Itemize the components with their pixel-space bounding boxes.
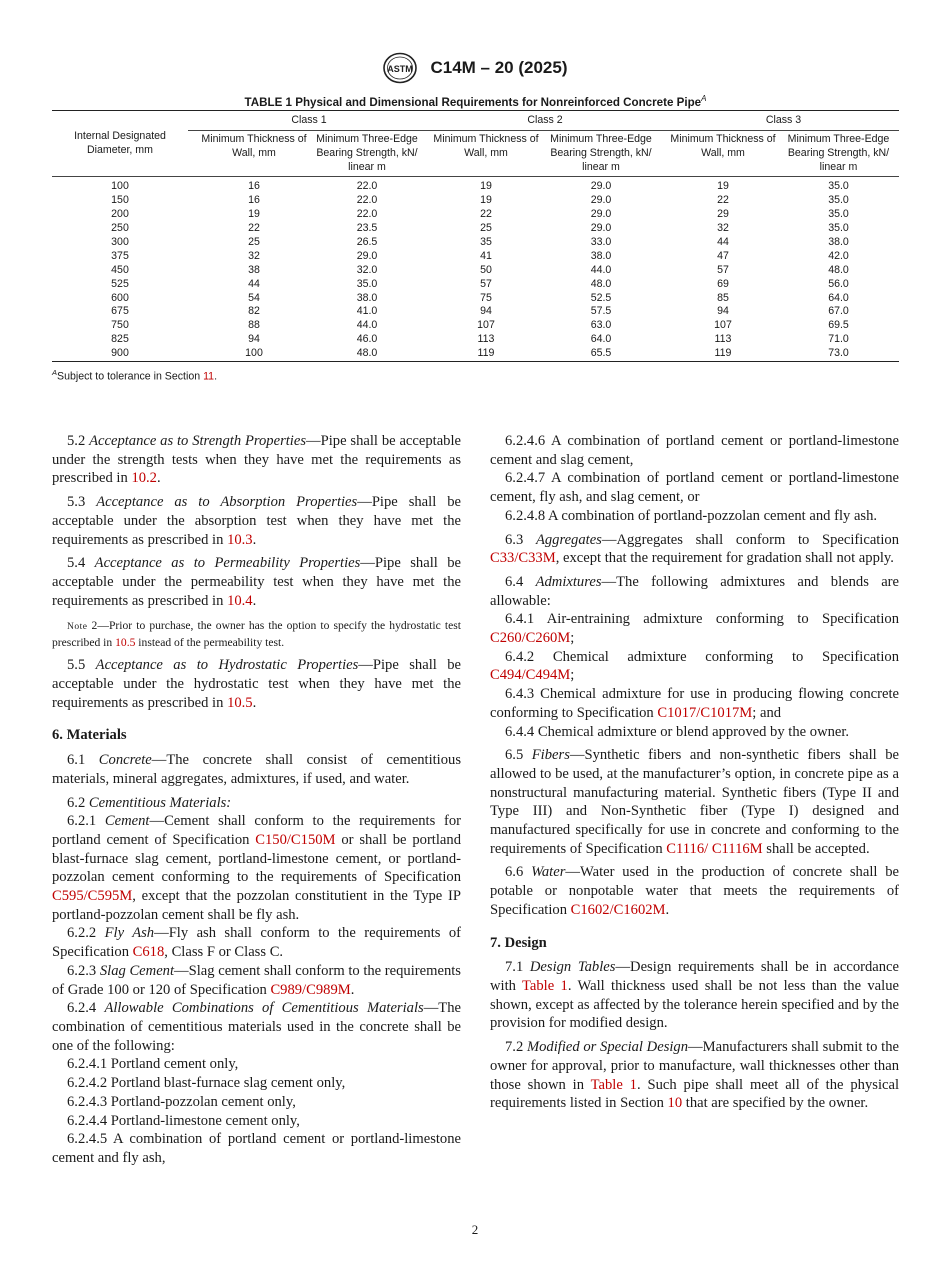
- table-row: [52, 236, 899, 250]
- table-cell: 35.0: [828, 180, 849, 193]
- table-row: [52, 264, 899, 278]
- col-thickness-header: Minimum Thickness of Wall, mm: [188, 131, 312, 177]
- table-cell: 32.0: [356, 263, 378, 276]
- diameter-cell: 200: [111, 208, 129, 221]
- ref-c618-link[interactable]: C618: [132, 944, 165, 961]
- class-3-header: Class 3: [660, 111, 899, 131]
- table-cell: 56.0: [828, 277, 849, 290]
- table-cell: 16: [248, 180, 260, 193]
- para-6-4-2: 6.4.2 Chemical admixture conforming to Specification C494/C494M;: [490, 648, 899, 684]
- col-strength-header: Minimum Three-Edge Bearing Strength, kN/ linear m: [778, 131, 899, 177]
- table-cell: 38.0: [356, 291, 378, 304]
- table-cell: 29.0: [590, 222, 612, 235]
- table-row: [52, 222, 899, 236]
- list-item: 6.2.4.1 Portland cement only,: [67, 1056, 239, 1073]
- table-cell: 35: [480, 236, 492, 248]
- section-11-link[interactable]: 11: [203, 370, 215, 383]
- table-cell: 94: [480, 305, 492, 318]
- table-cell: 26.5: [356, 236, 378, 248]
- table-cell: 44: [717, 236, 729, 248]
- diameter-cell: 150: [111, 194, 129, 207]
- table-cell: 25: [480, 222, 492, 235]
- para-6-2-3: 6.2.3 Slag Cement—Slag cement shall conform to the requirements of Grade 100 or 120 of Specification C989/C989M.: [52, 962, 461, 998]
- diameter-cell: 600: [111, 291, 129, 304]
- col-thickness-header: Minimum Thickness of Wall, mm: [660, 131, 778, 177]
- ref-c595-link[interactable]: C595/C595M: [52, 888, 133, 905]
- para-6-4-1: 6.4.1 Air-entraining admixture conforming to Specification C260/C260M;: [490, 611, 899, 647]
- table-cell: 52.5: [590, 291, 612, 304]
- table-cell: 69.5: [828, 319, 849, 332]
- astm-logo-icon: [382, 52, 418, 84]
- table-cell: 65.5: [542, 347, 660, 361]
- table-cell: 100: [188, 347, 312, 361]
- ref-10-5-link[interactable]: 10.5: [115, 636, 136, 650]
- section-6-heading: 6. Materials: [52, 727, 127, 744]
- para-6-4: 6.4 Admixtures—The following admixtures and blends are allowable:: [490, 573, 900, 609]
- table-row: [52, 333, 899, 347]
- table-cell: 41: [480, 249, 492, 262]
- table-cell: 57: [717, 263, 729, 276]
- para-6-2-2: 6.2.2 Fly Ash—Fly ash shall conform to the requirements of Specification C618, Class F or Class C.: [52, 925, 461, 961]
- ref-c1017-link[interactable]: C1017/C1017M: [657, 704, 753, 721]
- table-cell: 16: [248, 194, 260, 207]
- ref-c494-link[interactable]: C494/C494M: [490, 667, 571, 684]
- table-row: [52, 208, 899, 222]
- ref-c1116-link[interactable]: C1116/ C1116M: [666, 840, 763, 857]
- table-cell: 54: [248, 291, 260, 304]
- table-cell: 119: [422, 347, 542, 361]
- table-cell: 73.0: [778, 347, 899, 361]
- para-6-3: 6.3 Aggregates—Aggregates shall conform to Specification C33/C33M, except that the requirement for gradation shall not apply.: [490, 531, 900, 567]
- table-cell: 19: [717, 180, 729, 193]
- table-cell: 23.5: [356, 222, 378, 235]
- para-7-2: 7.2 Modified or Special Design—Manufacturers shall submit to the owner for approval, prior to manufacture, wall thicknesses other than those shown in Table 1. Such pipe shall meet all of the physical requirements listed in Section 10 that are specified by the owner.: [490, 1039, 900, 1112]
- table-cell: 71.0: [828, 333, 849, 346]
- table-cell: 82: [248, 305, 260, 318]
- diameter-header: Internal Designated Diameter, mm: [52, 111, 188, 177]
- table-cell: 22.0: [356, 180, 378, 193]
- table-cell: 69: [717, 277, 729, 290]
- table-cell: 48.0: [828, 263, 849, 276]
- diameter-cell: 750: [111, 319, 129, 332]
- diameter-cell: 300: [111, 236, 129, 248]
- list-item: 6.2.4.6 A combination of portland cement or portland-limestone cement and slag cement,: [490, 433, 899, 468]
- table-cell: 48.0: [590, 277, 612, 290]
- table-cell: 33.0: [590, 236, 612, 248]
- page-header: [0, 52, 950, 84]
- para-6-2: 6.2 Cementitious Materials:: [67, 794, 232, 811]
- list-item: 6.2.4.4 Portland-limestone cement only,: [67, 1112, 300, 1129]
- table-cell: 75: [480, 291, 492, 304]
- table-cell: 29.0: [590, 194, 612, 207]
- table-row: [52, 319, 899, 333]
- table-cell: 29: [717, 208, 729, 221]
- table-cell: 35.0: [828, 222, 849, 235]
- ref-c150-link[interactable]: C150/C150M: [255, 831, 336, 848]
- para-5-2: 5.2 Acceptance as to Strength Properties—Pipe shall be acceptable under the strength tests when they have met the requirements as prescribed in 10.2.: [52, 433, 462, 487]
- para-6-2-4: 6.2.4 Allowable Combinations of Cementitious Materials—The combination of cementitious materials used in the concrete shall be one of the following:: [52, 1000, 461, 1054]
- table-cell: 44.0: [356, 319, 378, 332]
- table-cell: 35.0: [828, 208, 849, 221]
- table-row: [52, 292, 899, 306]
- table-cell: 113: [714, 333, 732, 346]
- standard-designation: C14M – 20 (2025): [430, 58, 568, 77]
- diameter-cell: 250: [111, 222, 129, 235]
- ref-c260-link[interactable]: C260/C260M: [490, 630, 571, 647]
- table-cell: 38.0: [590, 249, 612, 262]
- table-cell: 19: [480, 194, 492, 207]
- diameter-cell: 900: [52, 347, 188, 361]
- table-row: [52, 194, 899, 208]
- table-cell: 64.0: [828, 291, 849, 304]
- table-cell: 64.0: [590, 333, 612, 346]
- list-item: 6.2.4.8 A combination of portland-pozzolan cement and fly ash.: [505, 507, 878, 524]
- table-footnote: $^A$Subject to tolerance in Section 11.: [52, 368, 218, 383]
- table-row: [52, 278, 899, 292]
- ref-table-1-link[interactable]: Table 1: [522, 977, 568, 994]
- table-cell: 63.0: [590, 319, 612, 332]
- table-cell: 41.0: [356, 305, 378, 318]
- table-cell: 19: [480, 180, 492, 193]
- table-cell: 35.0: [828, 194, 849, 207]
- list-item: 6.2.4.3 Portland-pozzolan cement only,: [67, 1093, 296, 1110]
- para-6-2-1: 6.2.1 Cement—Cement shall conform to the requirements for portland cement of Specification C150/C150M or shall be portland blast-furnace slag cement, portland-limestone cement, or portland-pozzolan cement conforming to the requirements of Specification C595/C595M, except that the pozzolan constitutient in the Type IP portland-pozzolan cement shall be fly ash.: [52, 813, 461, 923]
- table-row: [52, 250, 899, 264]
- table-cell: 25: [248, 236, 260, 248]
- table-cell: 57: [480, 277, 492, 290]
- ref-10-2-link[interactable]: 10.2: [131, 470, 157, 487]
- table-cell: 94: [248, 333, 260, 346]
- table-cell: 57.5: [590, 305, 612, 318]
- ref-10-5-link[interactable]: 10.5: [227, 694, 253, 711]
- col-strength-header: Minimum Three-Edge Bearing Strength, kN/ linear m: [542, 131, 660, 177]
- table-body: [52, 177, 899, 362]
- table-cell: 38: [248, 263, 260, 276]
- table-cell: 42.0: [828, 249, 849, 262]
- ref-c33-link[interactable]: C33/C33M: [490, 550, 556, 567]
- right-column: [490, 432, 899, 1113]
- col-strength-header: Minimum Three-Edge Bearing Strength, kN/ linear m: [312, 131, 422, 177]
- list-item: 6.2.4.5 A combination of portland cement or portland-limestone cement and fly ash,: [52, 1131, 461, 1166]
- diameter-cell: 375: [111, 249, 129, 262]
- table-cell: 67.0: [828, 305, 849, 318]
- requirements-table: [52, 110, 899, 362]
- table-cell: 48.0: [312, 347, 422, 361]
- table-row: [52, 347, 899, 361]
- diameter-cell: 100: [111, 180, 129, 193]
- diameter-cell: 825: [111, 333, 129, 346]
- table-cell: 22: [248, 222, 260, 235]
- class-1-header: Class 1: [188, 111, 422, 131]
- table-cell: 46.0: [356, 333, 378, 346]
- diameter-cell: 525: [111, 277, 129, 290]
- table-cell: 94: [717, 305, 729, 318]
- table-cell: 32: [717, 222, 729, 235]
- para-6-5: 6.5 Fibers—Synthetic fibers and non-synthetic fibers shall be allowed to be used, at the manufacturer’s option, in concrete pipe as a nonstructural manufacturing material. Synthetic fibers (Type II and Type III) and Non-Synthetic fiber (Type I) designed and manufactured specifically for use in concrete and conforming to the requirements of Specification C1116/ C1116M shall be accepted.: [490, 747, 899, 857]
- ref-10-4-link[interactable]: 10.4: [227, 592, 253, 609]
- table-cell: 119: [660, 347, 778, 361]
- table-cell: 88: [248, 319, 260, 332]
- para-7-1: 7.1 Design Tables—Design requirements shall be in accordance with Table 1. Wall thickness used shall be not less than the value shown, except as affected by the tolerance herein specified and by the provision for modified design.: [490, 959, 900, 1032]
- note-2: Note 2—Prior to purchase, the owner has the option to specify the hydrostatic test prescribed in 10.5 instead of the permeability test.: [52, 619, 461, 650]
- list-item: 6.2.4.2 Portland blast-furnace slag cement only,: [67, 1075, 346, 1092]
- table-cell: 29.0: [356, 249, 378, 262]
- table-cell: 29.0: [590, 208, 612, 221]
- page-number: 2: [471, 1222, 479, 1237]
- table-row: [52, 177, 899, 194]
- para-5-3: 5.3 Acceptance as to Absorption Properties—Pipe shall be acceptable under the absorption test when they have met the requirements as prescribed in 10.3.: [52, 494, 461, 548]
- left-column: [52, 432, 461, 1168]
- diameter-cell: 675: [111, 305, 129, 318]
- table-cell: 107: [477, 319, 495, 332]
- table-cell: 44: [248, 277, 260, 290]
- para-6-6: 6.6 Water—Water used in the production of concrete shall be potable or nonpotable water that meets the requirements of Specification C1602/C1602M.: [490, 864, 900, 918]
- table-row: [52, 305, 899, 319]
- class-2-header: Class 2: [422, 111, 660, 131]
- table-cell: 85: [717, 291, 729, 304]
- list-item: 6.2.4.7 A combination of portland cement or portland-limestone cement, fly ash, and slag cement, or: [490, 470, 899, 506]
- table-cell: 22.0: [356, 194, 378, 207]
- ref-10-3-link[interactable]: 10.3: [227, 531, 253, 548]
- table-caption: TABLE 1 Physical and Dimensional Requirements for Nonreinforced Concrete Pipe$^A$: [244, 94, 707, 109]
- ref-c1602-link[interactable]: C1602/C1602M: [570, 901, 666, 918]
- svg-text:ASTM: ASTM: [387, 64, 414, 74]
- table-cell: 50: [480, 263, 492, 276]
- para-6-1: 6.1 Concrete—The concrete shall consist of cementitious materials, mineral aggregates, admixtures, if used, and water.: [52, 752, 462, 787]
- table-cell: 32: [248, 249, 260, 262]
- table-cell: 19: [248, 208, 260, 221]
- ref-table-1-link[interactable]: Table 1: [590, 1076, 637, 1093]
- table-cell: 107: [714, 319, 732, 332]
- para-6-4-3: 6.4.3 Chemical admixture for use in producing flowing concrete conforming to Specification C1017/C1017M; and: [490, 686, 899, 721]
- para-5-4: 5.4 Acceptance as to Permeability Properties—Pipe shall be acceptable under the permeability test when they have met the requirements as prescribed in 10.4.: [52, 555, 461, 609]
- table-cell: 38.0: [828, 236, 849, 248]
- ref-section-10-link[interactable]: 10: [667, 1095, 683, 1112]
- ref-c989-link[interactable]: C989/C989M: [270, 981, 351, 998]
- para-6-4-4: 6.4.4 Chemical admixture or blend approved by the owner.: [505, 723, 850, 740]
- col-thickness-header: Minimum Thickness of Wall, mm: [422, 131, 542, 177]
- table-cell: 22: [717, 194, 729, 207]
- table-cell: 113: [477, 333, 495, 346]
- table-cell: 29.0: [590, 180, 612, 193]
- section-7-heading: 7. Design: [490, 934, 547, 951]
- table-cell: 22: [480, 208, 492, 221]
- table-cell: 22.0: [356, 208, 378, 221]
- table-cell: 44.0: [590, 263, 612, 276]
- table-cell: 35.0: [356, 277, 378, 290]
- diameter-cell: 450: [111, 263, 129, 276]
- para-5-5: 5.5 Acceptance as to Hydrostatic Properties—Pipe shall be acceptable under the hydrostatic test when they have met the requirements as prescribed in 10.5.: [52, 657, 461, 711]
- table-cell: 47: [717, 249, 729, 262]
